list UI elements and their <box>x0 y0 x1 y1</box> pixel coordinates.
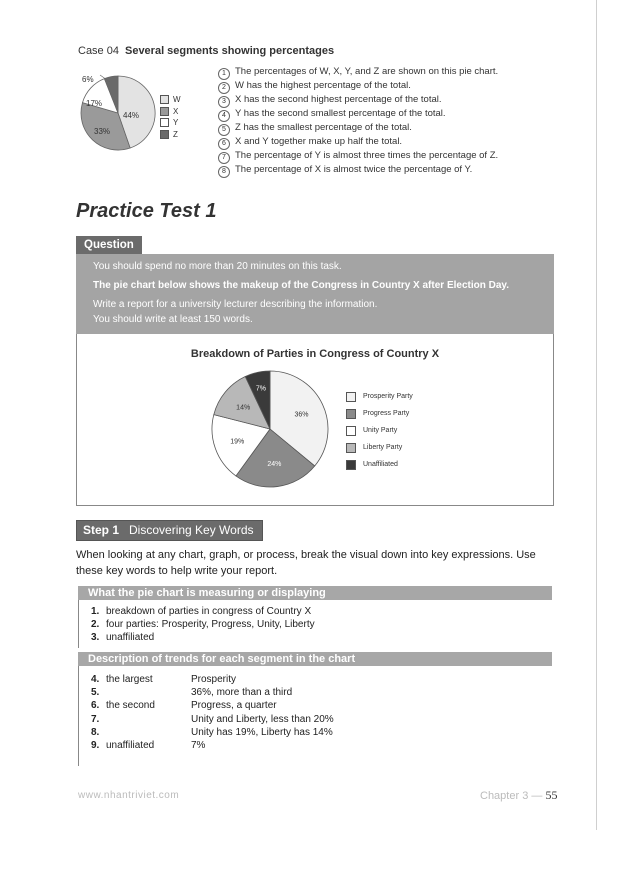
section1-list <box>91 605 315 645</box>
case-legend-item: Z <box>160 129 181 141</box>
case-legend-item: Y <box>160 117 181 129</box>
parties-pie-chart <box>206 368 336 492</box>
statement-item: 6 X and Y together make up half the total. <box>218 136 498 150</box>
practice-test-title: Practice Test 1 <box>76 200 217 222</box>
pie-label: 36% <box>294 411 309 419</box>
case-legend-item: W <box>160 94 181 106</box>
case-pie-label-w: 44% <box>123 111 140 120</box>
case-number: Case 04 <box>78 45 119 57</box>
legend-swatch <box>160 95 169 104</box>
legend-swatch <box>346 443 356 453</box>
footer-page <box>480 788 557 803</box>
statement-item: 4 Y has the second smallest percentage of the total. <box>218 108 498 122</box>
page-edge-rule <box>596 0 597 830</box>
chart-legend <box>346 388 413 473</box>
legend-item <box>346 405 413 422</box>
case-statements <box>218 66 498 178</box>
legend-label: Prosperity Party <box>363 393 413 400</box>
case-legend-item: X <box>160 106 181 118</box>
list-item: 2. four parties: Prosperity, Progress, Unity, Liberty <box>91 619 315 631</box>
chart-title: Breakdown of Parties in Congress of Country X <box>190 348 440 360</box>
case-legend <box>160 94 181 140</box>
legend-item <box>346 456 413 473</box>
step-label: Step 1 <box>83 523 120 537</box>
pie-label: 14% <box>236 404 251 412</box>
legend-item <box>346 388 413 405</box>
question-line: The pie chart below shows the makeup of the Congress in Country X after Election Day. <box>93 280 510 291</box>
statement-item: 7 The percentage of Y is almost three times the percentage of Z. <box>218 150 498 164</box>
step-intro: When looking at any chart, graph, or process, break the visual down into key expressions. Use these key words to help write your report. <box>76 549 536 577</box>
pie-label: 24% <box>267 461 282 469</box>
section-header-trends: Description of trends for each segment in the chart <box>78 652 552 666</box>
footer-website: www.nhantriviet.com <box>78 790 180 801</box>
case-title: Several segments showing percentages <box>124 45 335 57</box>
pie-label: 7% <box>255 385 266 393</box>
case-heading <box>78 45 334 57</box>
question-tab: Question <box>76 236 142 254</box>
legend-swatch <box>160 130 169 139</box>
list-item: 8. Unity has 19%, Liberty has 14% <box>91 726 333 738</box>
statement-item: 5 Z has the smallest percentage of the total. <box>218 122 498 136</box>
list-item: 1. breakdown of parties in congress of Country X <box>91 606 312 617</box>
legend-label: Unity Party <box>363 427 398 434</box>
case-pie-label-z: 6% <box>82 75 94 84</box>
pie-label: 19% <box>230 438 245 446</box>
statement-item: 2 W has the highest percentage of the total. <box>218 80 498 94</box>
legend-label: Unaffiliated <box>363 461 398 468</box>
legend-item <box>346 422 413 439</box>
list-item: 6. the second Progress, a quarter <box>91 700 277 712</box>
statement-item: 1 The percentages of W, X, Y, and Z are shown on this pie chart. <box>218 66 498 80</box>
section2-list <box>91 673 334 752</box>
step-tab <box>76 520 263 541</box>
legend-swatch <box>346 409 356 419</box>
legend-label: Progress Party <box>363 410 410 417</box>
statement-item: 3 X has the second highest percentage of the total. <box>218 94 498 108</box>
page-number: 55 <box>545 788 558 802</box>
list-item: 4. the largest Prosperity <box>91 674 237 685</box>
list-item: 7. Unity and Liberty, less than 20% <box>91 713 334 725</box>
legend-swatch <box>346 460 356 470</box>
statement-item: 8 The percentage of X is almost twice the percentage of Y. <box>218 164 498 178</box>
question-line: You should write at least 150 words. <box>93 314 253 325</box>
case-pie-chart <box>74 68 164 158</box>
legend-swatch <box>160 107 169 116</box>
case-pie-label-y: 17% <box>86 99 103 108</box>
step-title: Discovering Key Words <box>129 523 254 537</box>
question-line: You should spend no more than 20 minutes on this task. <box>93 261 342 272</box>
section-divider <box>78 600 79 648</box>
footer-chapter: Chapter 3 — <box>480 790 543 802</box>
legend-swatch <box>346 392 356 402</box>
legend-swatch <box>346 426 356 436</box>
legend-swatch <box>160 118 169 127</box>
list-item: 5. 36%, more than a third <box>91 687 293 699</box>
legend-label: Liberty Party <box>363 444 403 451</box>
legend-item <box>346 439 413 456</box>
list-item: 3. unaffiliated <box>91 632 155 644</box>
list-item: 9. unaffiliated 7% <box>91 739 206 751</box>
section-header-measuring: What the pie chart is measuring or displaying <box>78 586 552 600</box>
question-box <box>76 254 554 334</box>
question-line: Write a report for a university lecturer describing the information. <box>93 299 378 310</box>
section-divider <box>78 666 79 766</box>
case-pie-label-x: 33% <box>94 127 111 136</box>
